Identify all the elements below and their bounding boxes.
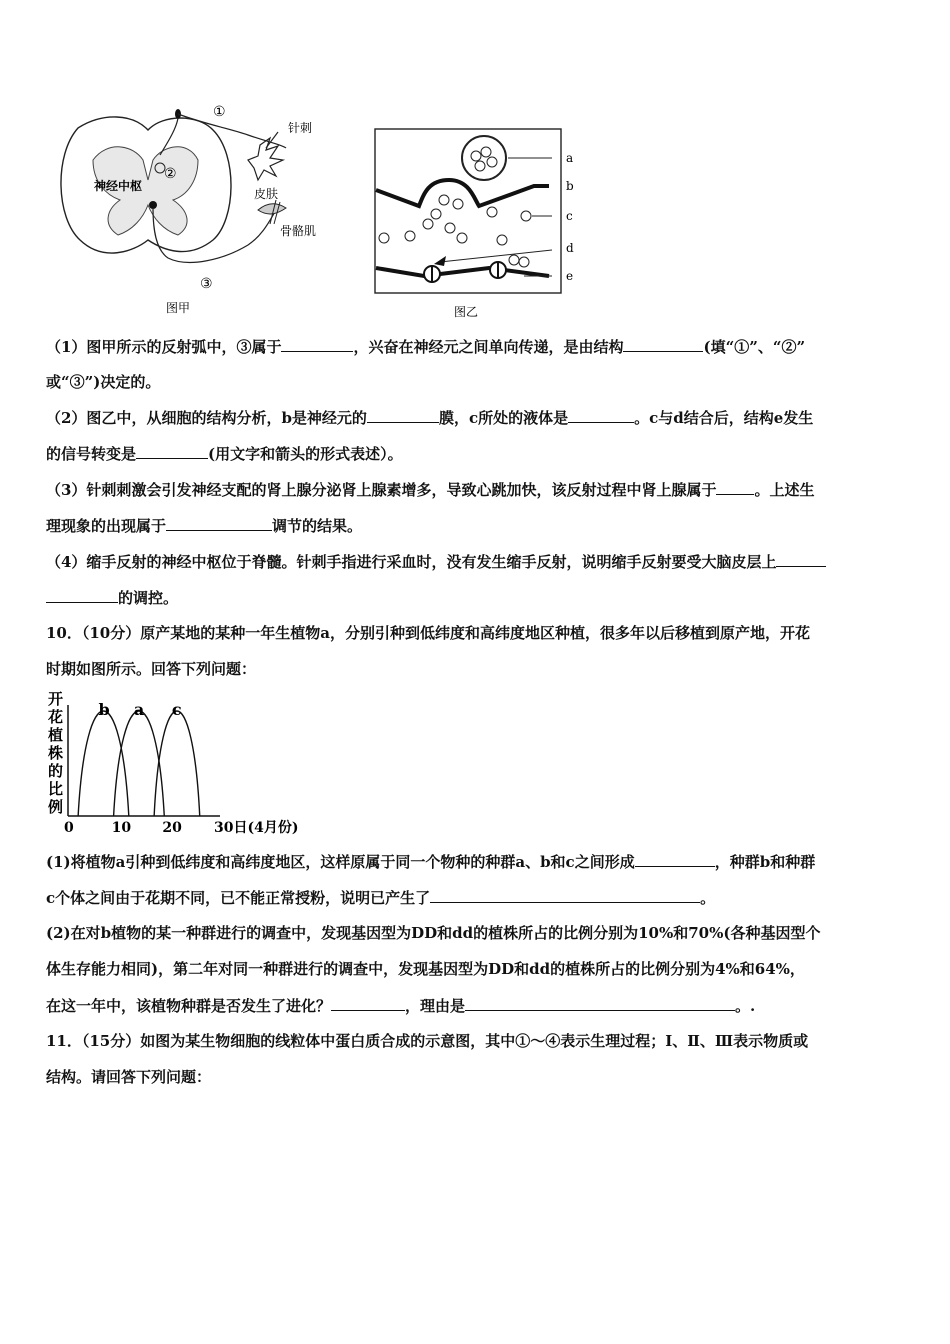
q10-p2-d: ，理由是 — [405, 997, 466, 1015]
q10-stem-a: 10．（10分）原产某地的某种一年生植物a，分别引种到低纬度和高纬度地区种植，很多年以后移植到原产地，开花 — [46, 624, 810, 642]
caption-yi: 图乙 — [454, 305, 479, 319]
answer-blank[interactable] — [776, 550, 826, 567]
q11-stem-b: 结构。请回答下列问题： — [46, 1068, 212, 1086]
answer-blank[interactable] — [568, 406, 634, 423]
q10-p2-e: 。. — [735, 997, 756, 1015]
q9-p3-a: （3）针刺刺激会引发神经支配的肾上腺分泌肾上腺素增多，导致心跳加快，该反射过程中肾上腺属于 — [46, 481, 717, 499]
q11-stem-line2 — [46, 1066, 908, 1088]
q9-p2-c: 。c与d结合后，结构e发生 — [634, 409, 814, 427]
figure-jia — [48, 100, 358, 320]
answer-blank[interactable] — [623, 335, 703, 352]
series-label-b: b — [98, 700, 110, 719]
q9-p2-a: （2）图乙中，从细胞的结构分析，b是神经元的 — [46, 409, 367, 427]
q10-stem-b: 时期如图所示。回答下列问题： — [46, 660, 257, 678]
q10-part2-line3 — [46, 994, 908, 1017]
q9-part4-line2 — [46, 586, 908, 609]
y-label-char: 例 — [48, 798, 64, 816]
q10-p1-b: ，种群b和种群 — [714, 853, 816, 871]
q9-p1-b: ，兴奋在神经元之间单向传递，是由结构 — [353, 338, 624, 356]
q9-p4-a: （4）缩手反射的神经中枢位于脊髓。针刺手指进行采血时，没有发生缩手反射，说明缩手反射要受大脑皮层上 — [46, 553, 777, 571]
answer-blank[interactable] — [166, 514, 272, 531]
answer-blank[interactable] — [716, 478, 754, 495]
answer-blank[interactable] — [331, 994, 405, 1011]
label-a: a — [566, 151, 574, 165]
q9-p2-e: (用文字和箭头的形式表述）。 — [208, 445, 403, 463]
label-muscle: 骨骼肌 — [280, 224, 317, 238]
label-b: b — [566, 179, 574, 193]
q9-part1-line2 — [46, 371, 908, 393]
q9-part3-line1 — [46, 478, 908, 501]
q9-p2-b: 膜，c所处的液体是 — [438, 409, 569, 427]
q10-p1-d: 。 — [700, 889, 716, 907]
label-nerve-center: 神经中枢 — [94, 179, 143, 193]
q9-part4-line1 — [46, 550, 908, 573]
q9-p1-a: （1）图甲所示的反射弧中，③属于 — [46, 338, 282, 356]
x-tick-label: 20 — [162, 820, 182, 836]
answer-blank[interactable] — [367, 406, 439, 423]
q11-stem-line1 — [46, 1030, 908, 1052]
label-c: c — [566, 209, 573, 223]
y-label-char: 花 — [48, 708, 64, 726]
q11-stem-a: 11．（15分）如图为某生物细胞的线粒体中蛋白质合成的示意图，其中①～④表示生理过程；Ⅰ、Ⅱ、Ⅲ表示物质或 — [46, 1032, 809, 1050]
series-curve-c — [154, 711, 200, 816]
q10-stem-line2 — [46, 658, 908, 680]
q9-p4-b: 的调控。 — [118, 589, 179, 607]
q9-p2-d: 的信号转变是 — [46, 445, 137, 463]
label-needle: 针刺 — [288, 121, 313, 135]
y-label-char: 植 — [48, 726, 64, 744]
q10-part2-line1 — [46, 922, 908, 944]
x-tick-label: 0 — [64, 820, 74, 836]
q9-p1-c: (填“①”、“②” — [703, 338, 806, 356]
q9-p1-d: 或“③”)决定的。 — [46, 373, 161, 391]
q10-stem-line1 — [46, 622, 908, 644]
q9-p3-d: 调节的结果。 — [272, 517, 363, 535]
label-e: e — [566, 269, 574, 283]
label-d: d — [566, 241, 574, 255]
y-label-char: 株 — [48, 744, 64, 762]
q9-part2-line2 — [46, 442, 908, 465]
mark-3: ③ — [200, 276, 213, 292]
q10-p1-a: (1)将植物a引种到低纬度和高纬度地区，这样原属于同一个物种的种群a、b和c之间形成 — [46, 853, 635, 871]
flowering-chart — [46, 688, 299, 836]
y-label-char: 比 — [48, 780, 64, 798]
series-curve-b — [78, 711, 129, 816]
q9-p3-b: 。上述生 — [754, 481, 815, 499]
q10-part1-line2 — [46, 886, 908, 909]
caption-jia: 图甲 — [166, 301, 191, 315]
series-label-c: c — [171, 700, 182, 719]
q10-p2-b: 体生存能力相同)，第二年对同一种群进行的调查中，发现基因型为DD和dd的植株所占的比例分别为4%和64%， — [46, 960, 805, 978]
y-label-char: 的 — [48, 762, 64, 780]
q10-part2-line2 — [46, 958, 908, 980]
q10-p2-c: 在这一年中，该植物种群是否发生了进化？ — [46, 997, 332, 1015]
answer-blank[interactable] — [635, 850, 715, 867]
answer-blank[interactable] — [136, 442, 208, 459]
answer-blank[interactable] — [465, 994, 735, 1011]
q9-p3-c: 理现象的出现属于 — [46, 517, 167, 535]
q9-part3-line2 — [46, 514, 908, 537]
mark-1: ① — [213, 104, 226, 120]
q10-p2-a: (2)在对b植物的某一种群进行的调查中，发现基因型为DD和dd的植株所占的比例分别为10%和70%(各种基因型个 — [46, 924, 821, 942]
label-skin: 皮肤 — [254, 187, 279, 201]
q9-part1-line1 — [46, 335, 908, 358]
q10-p1-c: c个体之间由于花期不同，已不能正常授粉，说明已产生了 — [46, 889, 431, 907]
mark-2: ② — [164, 166, 177, 182]
y-label-char: 开 — [48, 690, 64, 708]
answer-blank[interactable] — [281, 335, 353, 352]
y-axis-label — [47, 690, 63, 816]
series-curve-a — [114, 711, 165, 816]
q9-part2-line1 — [46, 406, 908, 429]
x-tick-label: 10 — [111, 820, 132, 836]
answer-blank[interactable] — [46, 586, 118, 603]
figure-yi — [374, 128, 604, 320]
answer-blank[interactable] — [430, 886, 700, 903]
x-axis-label: 30日(4月份) — [214, 820, 299, 836]
q10-part1-line1 — [46, 850, 908, 873]
series-label-a: a — [133, 700, 145, 719]
